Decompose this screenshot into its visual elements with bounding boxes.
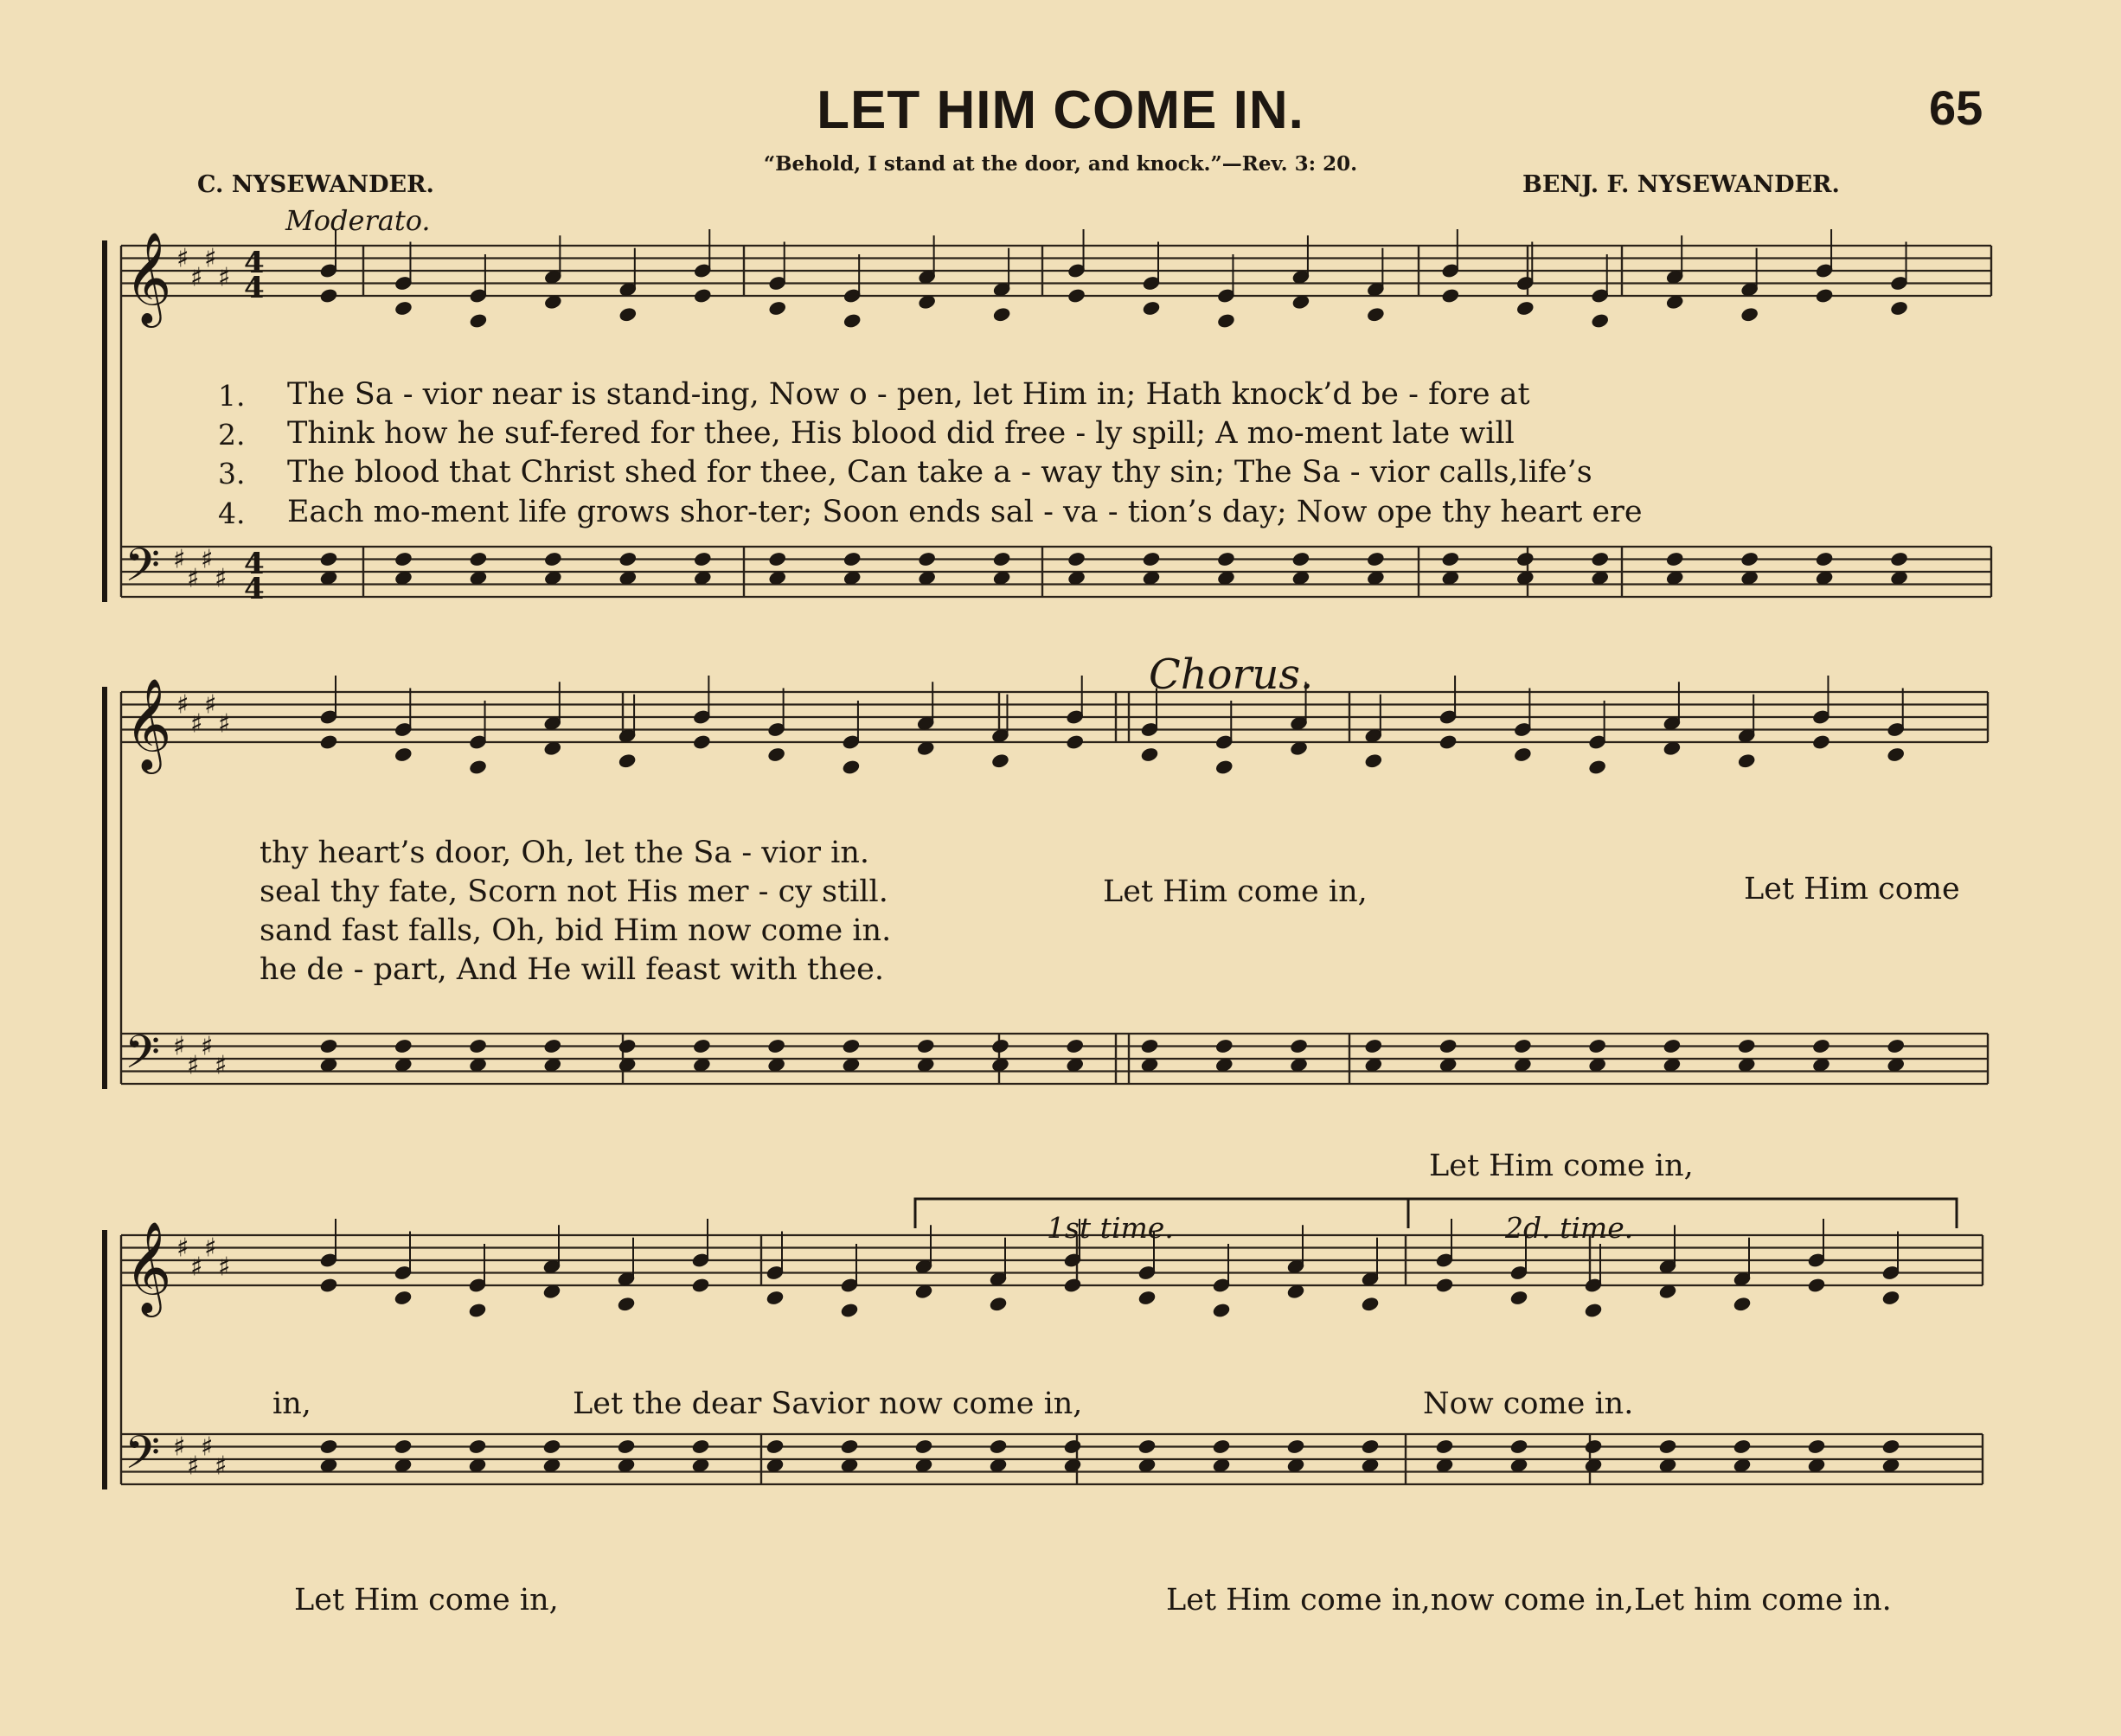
sharp-sign: ♯: [176, 243, 189, 274]
notehead: [1066, 734, 1084, 750]
verse-line: thy heart’s door, Oh, let the Sa - vior in.: [260, 836, 870, 870]
composer-credit: BENJ. F. NYSEWANDER.: [1522, 171, 1840, 198]
notehead: [1063, 1278, 1081, 1293]
chorus-label: Chorus.: [1149, 650, 1314, 699]
notehead: [1063, 1438, 1081, 1454]
notehead: [394, 746, 413, 762]
notehead: [1361, 1438, 1379, 1454]
sharp-sign: ♯: [215, 1451, 227, 1482]
notehead: [914, 1438, 932, 1454]
notehead: [1140, 746, 1158, 762]
notehead: [1807, 1278, 1825, 1293]
song-title: LET HIM COME IN.: [817, 80, 1304, 140]
notehead: [468, 1438, 486, 1454]
sharp-sign: ♯: [218, 708, 231, 740]
verse-number: 3.: [218, 457, 246, 490]
scripture-epigraph: “Behold, I stand at the door, and knock.”—Rev. 3: 20.: [763, 152, 1358, 176]
notehead: [989, 1297, 1007, 1312]
sharp-sign: ♯: [176, 689, 189, 721]
notehead: [1738, 1038, 1756, 1054]
notehead: [1367, 551, 1385, 567]
notehead: [767, 746, 785, 762]
notehead: [691, 1438, 709, 1454]
sharp-sign: ♯: [215, 563, 227, 594]
sharp-sign: ♯: [201, 544, 214, 575]
lyricist-credit: C. NYSEWANDER.: [197, 171, 434, 198]
notehead: [1364, 1038, 1382, 1054]
notehead: [618, 551, 637, 567]
notehead: [1887, 746, 1905, 762]
notehead: [1140, 1038, 1158, 1054]
verse-line: he de - part, And He will feast with thee.: [260, 952, 884, 987]
notehead: [394, 1438, 412, 1454]
sharp-sign: ♯: [204, 243, 217, 274]
treble-clef: 𝄞: [125, 677, 172, 770]
notehead: [691, 1278, 709, 1293]
sharp-sign: ♯: [187, 563, 200, 594]
notehead: [842, 759, 860, 775]
notehead: [1215, 759, 1234, 775]
notehead: [1142, 551, 1160, 567]
verse-number: 4.: [218, 496, 246, 530]
notehead: [1591, 551, 1609, 567]
notehead: [992, 551, 1010, 567]
notehead: [1142, 300, 1160, 316]
notehead: [1658, 1438, 1676, 1454]
notehead: [319, 1278, 337, 1293]
notehead: [1740, 307, 1759, 323]
notehead: [1439, 734, 1457, 750]
notehead: [843, 551, 862, 567]
sharp-sign: ♯: [218, 1252, 231, 1283]
notehead: [469, 313, 487, 329]
notehead: [766, 1438, 784, 1454]
system-brackets: [102, 240, 107, 1489]
notehead: [1137, 1438, 1156, 1454]
notehead: [1733, 1438, 1751, 1454]
notehead: [694, 551, 712, 567]
sharp-sign: ♯: [218, 262, 231, 293]
notehead: [1881, 1290, 1900, 1305]
notehead: [1516, 551, 1535, 567]
notehead: [843, 313, 862, 329]
notehead: [1217, 313, 1235, 329]
bass-clef: 𝄢: [125, 1426, 161, 1491]
notehead: [319, 1438, 337, 1454]
notehead: [989, 1438, 1007, 1454]
notehead: [1666, 551, 1684, 567]
chorus-bass-lyric: Let Him come in,now come in,Let him come in.: [1166, 1583, 1892, 1617]
notehead: [1588, 759, 1606, 775]
time-signature-bottom: 4: [244, 271, 265, 305]
notehead: [918, 551, 936, 567]
notehead: [1588, 1038, 1606, 1054]
sharp-sign: ♯: [173, 1432, 186, 1463]
notehead: [394, 551, 413, 567]
notehead: [1509, 1290, 1528, 1305]
notehead: [319, 734, 337, 750]
verse-line: seal thy fate, Scorn not His mer - cy still.: [260, 874, 888, 909]
notehead: [991, 1038, 1009, 1054]
sharp-sign: ♯: [215, 1050, 227, 1081]
bass-clef: 𝄢: [125, 1026, 161, 1091]
notehead: [1812, 1038, 1830, 1054]
system-bracket: [102, 240, 107, 602]
notehead: [1441, 288, 1459, 304]
notehead: [1812, 734, 1830, 750]
notehead: [468, 1303, 486, 1318]
notehead: [1290, 1038, 1308, 1054]
notehead: [1212, 1438, 1230, 1454]
first-ending-label: 1st time.: [1047, 1211, 1174, 1245]
sharp-sign: ♯: [190, 1252, 203, 1283]
verse-line: Each mo-ment life grows shor-ter; Soon ends sal - va - tion’s day; Now ope thy heart ere: [287, 495, 1643, 529]
sharp-sign: ♯: [173, 1031, 186, 1062]
notehead: [768, 300, 786, 316]
notehead: [542, 1438, 561, 1454]
notehead: [1439, 1038, 1457, 1054]
tempo-marking: Moderato.: [285, 204, 431, 237]
notehead: [394, 1038, 413, 1054]
chorus-lyric: Now come in.: [1423, 1387, 1634, 1421]
sharp-sign: ♯: [201, 1031, 214, 1062]
sharp-sign: ♯: [204, 1233, 217, 1264]
chorus-lyric: Let the dear Savior now come in,: [573, 1387, 1083, 1421]
verse-number: 1.: [218, 379, 246, 413]
notehead: [991, 753, 1009, 769]
notehead: [1212, 1303, 1230, 1318]
notehead: [1584, 1303, 1602, 1318]
notehead: [618, 753, 636, 769]
notehead: [1807, 1438, 1825, 1454]
sharp-sign: ♯: [187, 1451, 200, 1482]
notehead: [1067, 551, 1086, 567]
notehead: [1738, 753, 1756, 769]
notehead: [1137, 1290, 1156, 1305]
notehead: [1733, 1297, 1751, 1312]
notehead: [617, 1297, 635, 1312]
notehead: [693, 1038, 711, 1054]
notehead: [469, 1038, 487, 1054]
notehead: [842, 1038, 860, 1054]
notehead: [544, 551, 562, 567]
notehead: [1890, 300, 1908, 316]
notehead: [319, 288, 337, 304]
notehead: [1367, 307, 1385, 323]
notehead: [1890, 551, 1908, 567]
sharp-sign: ♯: [204, 689, 217, 721]
notehead: [469, 759, 487, 775]
sharp-sign: ♯: [173, 544, 186, 575]
notehead: [840, 1303, 858, 1318]
page-number: 65: [1929, 80, 1983, 135]
notehead: [618, 1038, 636, 1054]
notehead: [767, 1038, 785, 1054]
system-bracket: [102, 687, 107, 1089]
notehead: [617, 1438, 635, 1454]
verse-line: The Sa - vior near is stand-ing, Now o - pen, let Him in; Hath knock’d be - fore at: [287, 377, 1530, 412]
notehead: [319, 551, 337, 567]
verse-number: 2.: [218, 418, 246, 452]
notehead: [1364, 753, 1382, 769]
notehead: [992, 307, 1010, 323]
system-bracket: [102, 1230, 107, 1489]
notehead: [319, 1038, 337, 1054]
chorus-bass-lyric: Let Him come in,: [294, 1583, 559, 1617]
notehead: [394, 300, 413, 316]
chorus-lyric: Let Him come in,: [1103, 874, 1368, 909]
notehead: [1286, 1438, 1304, 1454]
sharp-sign: ♯: [190, 262, 203, 293]
notehead: [1291, 551, 1310, 567]
time-signature-top: 4: [244, 246, 265, 280]
notehead: [618, 307, 637, 323]
notehead: [1740, 551, 1759, 567]
treble-clef: 𝄞: [125, 231, 172, 323]
notehead: [1066, 1038, 1084, 1054]
notehead: [694, 288, 712, 304]
notehead: [1663, 1038, 1681, 1054]
notehead: [1215, 1038, 1234, 1054]
notehead: [1815, 551, 1833, 567]
notehead: [1361, 1297, 1379, 1312]
verse-line: sand fast falls, Oh, bid Him now come in.: [260, 913, 892, 948]
notehead: [543, 1038, 561, 1054]
time-signature-top: 4: [244, 547, 265, 581]
chorus-lyric: Let Him come: [1744, 872, 1960, 906]
notehead: [1887, 1038, 1905, 1054]
notehead: [1881, 1438, 1900, 1454]
notehead: [1509, 1438, 1528, 1454]
notehead: [469, 551, 487, 567]
notehead: [1435, 1278, 1453, 1293]
treble-clef: 𝄞: [125, 1220, 172, 1313]
second-ending-label: 2d. time.: [1505, 1211, 1634, 1245]
chorus-bass-lyric: Let Him come in,: [1429, 1149, 1694, 1183]
verse-line: The blood that Christ shed for thee, Can take a - way thy sin; The Sa - vior calls,life’s: [287, 455, 1592, 490]
notehead: [1217, 551, 1235, 567]
notehead: [1514, 1038, 1532, 1054]
notehead: [1516, 300, 1535, 316]
sharp-sign: ♯: [201, 1432, 214, 1463]
notehead: [1067, 288, 1086, 304]
notehead: [1514, 746, 1532, 762]
notehead: [1584, 1438, 1602, 1454]
notehead: [1441, 551, 1459, 567]
sharp-sign: ♯: [176, 1233, 189, 1264]
sharp-sign: ♯: [187, 1050, 200, 1081]
notehead: [917, 1038, 935, 1054]
notehead: [768, 551, 786, 567]
chorus-lyric: in,: [272, 1387, 311, 1421]
notehead: [1591, 313, 1609, 329]
notehead: [766, 1290, 784, 1305]
time-signature-bottom: 4: [244, 572, 265, 606]
notehead: [394, 1290, 412, 1305]
notehead: [1815, 288, 1833, 304]
notehead: [840, 1438, 858, 1454]
notehead: [1435, 1438, 1453, 1454]
verse-line: Think how he suf-fered for thee, His blood did free - ly spill; A mo-ment late will: [287, 416, 1515, 451]
bass-clef: 𝄢: [125, 539, 161, 604]
notehead: [693, 734, 711, 750]
sharp-sign: ♯: [190, 708, 203, 740]
